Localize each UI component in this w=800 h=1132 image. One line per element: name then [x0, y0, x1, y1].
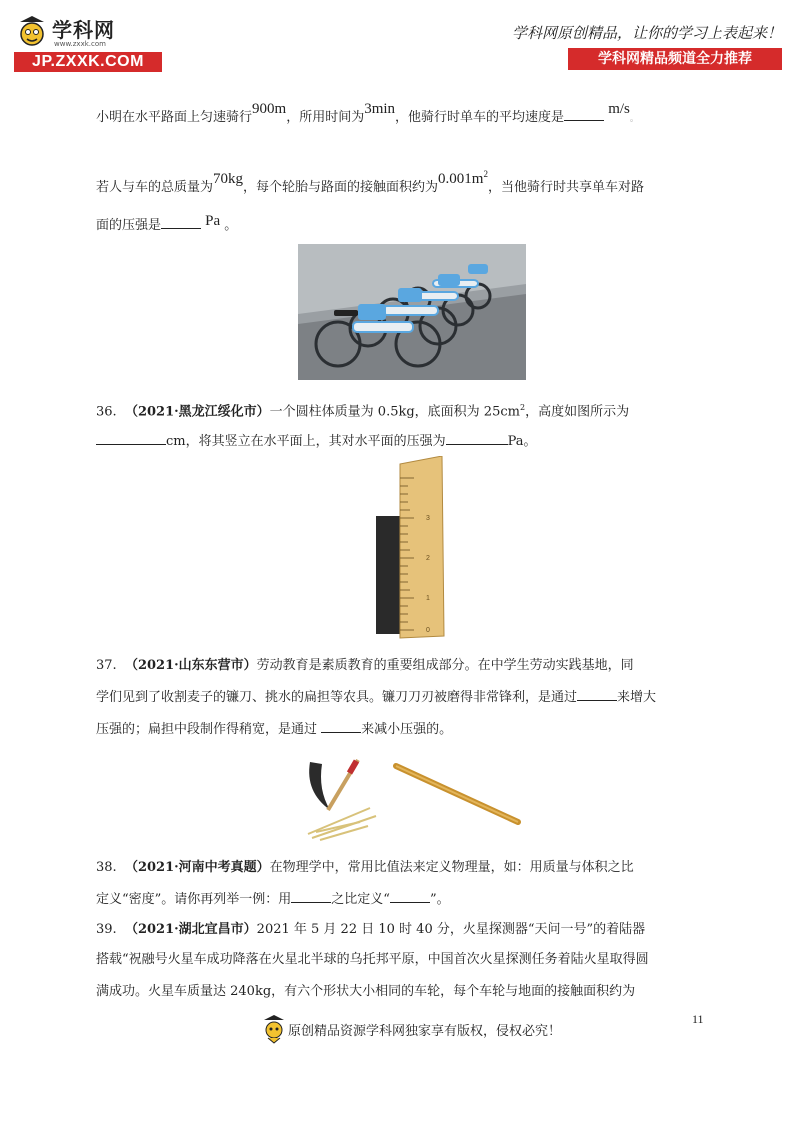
- q35-line2: [96, 169, 644, 198]
- q35-blank-speed[interactable]: [564, 106, 604, 121]
- q38-text: 之比定义“: [331, 892, 390, 907]
- ruler-label-2: 2: [426, 555, 430, 562]
- q36-text: Pa。: [507, 434, 537, 449]
- footer-mascot-icon: [262, 1014, 286, 1044]
- q35-distance: 900m: [252, 101, 287, 117]
- q39-line3: [96, 982, 635, 1002]
- ruler-label-3: 3: [426, 515, 430, 522]
- q36-line1: [96, 398, 629, 422]
- q38-text: 在物理学中，常用比值法来定义物理量，如：用质量与体积之比: [269, 860, 634, 875]
- q36-text: 一个圆柱体质量为 0.5kg，底面积为 25cm: [269, 404, 520, 420]
- ruler-label-1: 1: [426, 595, 430, 602]
- q39-text: 2021 年 5 月 22 日 10 时 40 分，火星探测器“天问一号”的着陆器: [256, 922, 646, 937]
- question-source: （2021·湖北宜昌市）: [124, 922, 257, 937]
- q38-line1: [96, 858, 634, 878]
- q37-line2: [96, 686, 656, 708]
- q37-line1: [96, 656, 634, 676]
- q37-blank-1[interactable]: [577, 686, 617, 701]
- q35-text: 小明在水平路面上匀速骑行: [96, 110, 253, 125]
- q39-line1: [96, 920, 645, 940]
- q38-line2: [96, 888, 450, 910]
- q35-text: 面的压强是: [96, 218, 162, 233]
- q35-text: 。: [629, 114, 639, 124]
- q35-pressure-unit: Pa: [205, 213, 221, 229]
- q37-text: 压强的；扁担中段制作得稍宽，是通过: [96, 722, 322, 737]
- q35-blank-pressure[interactable]: [161, 214, 201, 229]
- q38-blank-1[interactable]: [291, 888, 331, 903]
- mascot-icon: [14, 14, 50, 50]
- q36-sup: 2: [519, 403, 526, 412]
- site-logo[interactable]: [14, 14, 164, 74]
- ruler-label-0: 0: [426, 627, 430, 634]
- page-number: 11: [692, 1012, 704, 1026]
- shared-bikes-photo: [298, 244, 526, 380]
- q36-blank-pressure[interactable]: [446, 430, 508, 445]
- question-source: （2021·黑龙江绥化市）: [124, 404, 270, 420]
- ruler-cylinder-figure: [374, 456, 454, 642]
- question-number: 38.: [96, 860, 117, 875]
- logo-small-url: www.zxxk.com: [54, 40, 106, 48]
- q35-mass: 70kg: [213, 171, 244, 187]
- q37-line3: [96, 718, 452, 740]
- question-number: 37.: [96, 658, 117, 673]
- q39-text: 搭载“祝融号火星车成功降落在火星北半球的乌托邦平原，中国首次火星探测任务着陆火星取得圆: [96, 952, 649, 967]
- q35-speed-unit: m/s: [608, 101, 630, 117]
- q39-text: 满成功。火星车质量达 240kg，有六个形状大小相同的车轮，每个车轮与地面的接触面积约为: [96, 984, 636, 999]
- q37-text: 来减小压强的。: [361, 722, 453, 737]
- q35-line1: [96, 101, 639, 129]
- question-number: 36.: [96, 404, 117, 420]
- q37-text: 学们见到了收割麦子的镰刀、挑水的扁担等农具。镰刀刀刃被磨得非常锋利，是通过: [96, 690, 578, 705]
- q38-blank-2[interactable]: [390, 888, 430, 903]
- q35-text: ，每个轮胎与路面的接触面积约为: [243, 180, 439, 195]
- footer-copyright: 原创精品资源学科网独家享有版权，侵权必究！: [288, 1024, 562, 1039]
- q38-text: ”。: [429, 892, 450, 907]
- q36-text: cm，将其竖立在水平面上，其对水平面的压强为: [166, 434, 446, 449]
- question-source: （2021·河南中考真题）: [124, 860, 270, 875]
- q38-text: 定义“密度”。请你再列举一例：用: [96, 892, 292, 907]
- carrying-pole-image: [392, 762, 524, 832]
- question-source: （2021·山东东营市）: [124, 658, 257, 673]
- q39-line2: [96, 950, 649, 970]
- header-slogan: 学科网原创精品，让你的学习上表起来！: [511, 24, 782, 42]
- q36-line2: [96, 430, 537, 452]
- header-banner: 学科网精品频道全力推荐: [568, 48, 782, 70]
- q35-time: 3min: [364, 101, 396, 117]
- q35-text: ，他骑行时单车的平均速度是: [395, 110, 565, 125]
- q37-text: 劳动教育是素质教育的重要组成部分。在中学生劳动实践基地，同: [256, 658, 634, 673]
- q36-blank-height[interactable]: [96, 430, 166, 445]
- q35-line3: [96, 214, 237, 236]
- logo-text: 学科网: [52, 18, 115, 42]
- ruler: [400, 456, 444, 638]
- q35-text: 若人与车的总质量为: [96, 180, 214, 195]
- q35-area: $0.001m^2$: [438, 169, 488, 187]
- sickle-image: [300, 752, 390, 842]
- q35-text: ，所用时间为: [286, 110, 365, 125]
- q35-text: ，当他骑行时共享单车对路: [487, 180, 644, 195]
- q37-blank-2[interactable]: [321, 718, 361, 733]
- logo-url: JP.ZXXK.COM: [14, 52, 162, 72]
- question-number: 39.: [96, 922, 117, 937]
- q36-text: ，高度如图所示为: [525, 404, 630, 420]
- q35-text: 。: [224, 218, 238, 233]
- q37-text: 来增大: [617, 690, 657, 705]
